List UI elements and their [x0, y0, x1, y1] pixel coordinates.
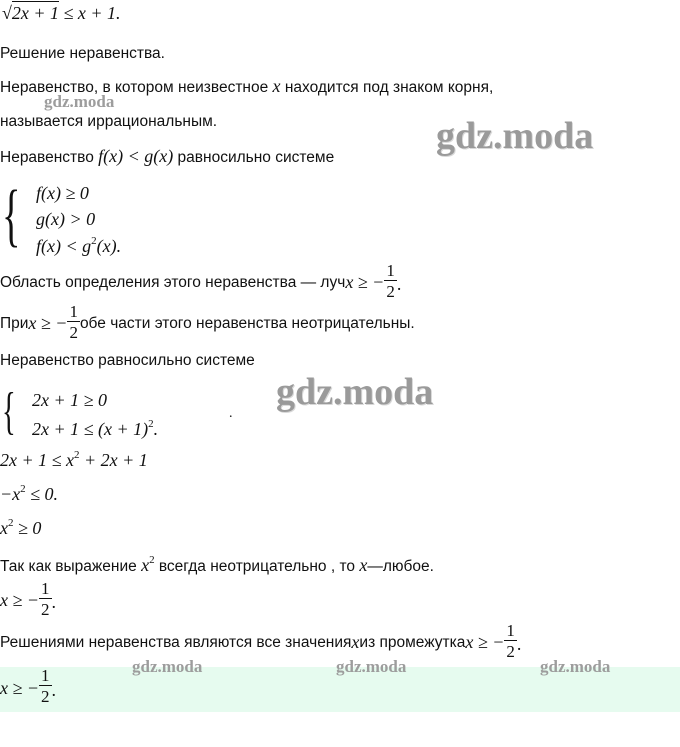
math-fragment: x: [0, 518, 8, 538]
radicand: 2x + 1: [11, 3, 60, 23]
since-line: [0, 554, 434, 576]
math-fragment: x ≥ −: [0, 590, 40, 610]
fraction-numerator: 1: [506, 621, 515, 640]
system2-trailing-dot: .: [229, 406, 233, 421]
math-fragment: .: [51, 592, 57, 612]
sqrt-sign: √: [2, 3, 12, 23]
math-fragment: ≤ 0.: [25, 484, 59, 504]
math-fragment: .: [516, 634, 522, 654]
nonneg-line: [0, 303, 415, 341]
watermark: gdz.moda: [336, 657, 407, 676]
text-fragment: Область определения этого неравенства — луч: [0, 274, 346, 291]
system2-row2: [32, 418, 158, 440]
step-4: [0, 580, 56, 618]
math-fragment: f(x) < g: [36, 236, 92, 256]
text-fragment: Решениями неравенства являются все значения: [0, 634, 352, 651]
exponent: 2: [148, 418, 154, 430]
fraction: [504, 622, 517, 660]
system1-row1: f(x) ≥ 0: [36, 183, 89, 203]
math-fragment: 2x + 1 ≤ (x + 1): [32, 419, 149, 439]
solution-heading: Решение неравенства.: [0, 45, 165, 62]
fraction: [67, 303, 80, 341]
solution-line: [0, 622, 521, 660]
fraction-numerator: 1: [386, 261, 395, 280]
system-brace: {: [2, 383, 16, 440]
exponent: 2: [149, 554, 155, 566]
fraction-denominator: 2: [386, 282, 395, 301]
math-fragment: x ≥ −: [28, 313, 68, 333]
step-1: [0, 449, 148, 471]
math-fragment: .: [51, 680, 57, 700]
system1-row3: [36, 235, 121, 257]
text-fragment: находится под знаком корня,: [280, 79, 494, 96]
text-fragment: из промежутка: [359, 634, 466, 651]
math-fragment: (x).: [96, 236, 122, 256]
fraction-denominator: 2: [41, 687, 50, 706]
answer: [0, 667, 56, 705]
math-fragment: x ≥ −: [345, 272, 385, 292]
fraction: [384, 262, 397, 300]
text-fragment: всегда неотрицательно , то: [154, 558, 360, 575]
text-fragment: равносильно системе: [173, 149, 335, 166]
exponent: 2: [91, 235, 97, 247]
watermark: gdz.moda: [44, 92, 115, 111]
step-2: [0, 483, 58, 505]
watermark: gdz.moda: [540, 657, 611, 676]
text-fragment: —любое.: [367, 558, 434, 575]
math-var: x: [272, 76, 281, 96]
math-fragment: .: [396, 274, 402, 294]
math-fragment: x ≥ −: [465, 632, 505, 652]
watermark: gdz.moda: [276, 371, 434, 413]
step-3: [0, 517, 41, 539]
domain-line: [0, 262, 401, 300]
math-var: x: [359, 555, 368, 575]
fraction: [39, 580, 52, 618]
exponent: 2: [20, 483, 26, 495]
math-var: x: [351, 632, 360, 652]
problem-statement: [2, 3, 121, 24]
math-fragment: −x: [0, 484, 21, 504]
equivalence-line-2: Неравенство равносильно системе: [0, 352, 255, 369]
fraction-numerator: 1: [69, 302, 78, 321]
fraction-denominator: 2: [69, 323, 78, 342]
text-fragment: Неравенство: [0, 149, 99, 166]
watermark: gdz.moda: [436, 115, 594, 157]
text-fragment: Так как выражение: [0, 558, 142, 575]
math-fragment: + 2x + 1: [79, 450, 148, 470]
exponent: 2: [74, 449, 80, 461]
system-brace: {: [2, 177, 21, 254]
math-fragment: ≥ 0: [13, 518, 42, 538]
fraction-numerator: 1: [41, 666, 50, 685]
system1-row2: g(x) > 0: [36, 209, 96, 229]
math-var: x: [141, 555, 150, 575]
system2-row1: 2x + 1 ≥ 0: [32, 390, 108, 410]
math-fragment: 2x + 1 ≤ x: [0, 450, 75, 470]
math-fragment: .: [153, 419, 159, 439]
equivalence-line: [0, 146, 334, 167]
math-inequality: f(x) < g(x): [98, 146, 174, 166]
watermark: gdz.moda: [132, 657, 203, 676]
text-fragment: При: [0, 315, 29, 332]
exponent: 2: [8, 517, 14, 529]
text-fragment: обе части этого неравенства неотрицательны.: [79, 315, 415, 332]
math-fragment: x ≥ −: [0, 678, 40, 698]
fraction-numerator: 1: [41, 579, 50, 598]
problem-rest: ≤ x + 1.: [59, 3, 121, 23]
definition-line-2: называется иррациональным.: [0, 113, 218, 130]
fraction-denominator: 2: [506, 642, 515, 661]
fraction-denominator: 2: [41, 600, 50, 619]
fraction: [39, 667, 52, 705]
text-fragment: Неравенство, в котором неизвестное: [0, 79, 273, 96]
